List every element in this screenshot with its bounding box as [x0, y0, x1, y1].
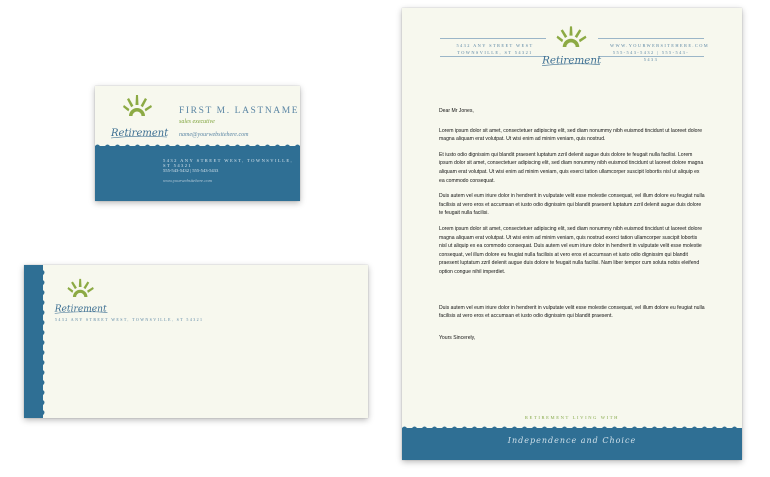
card-name: FIRST M. LASTNAME: [179, 106, 300, 116]
envelope-address: 5432 ANY STREET WEST, TOWNSVILLE, ST 54321: [55, 317, 204, 322]
retirement-logo: [109, 92, 169, 142]
envelope-blue-strip: [24, 265, 43, 418]
card-phones: 555-543-5432 | 555-543-5433: [163, 168, 219, 173]
letter-body: [439, 107, 705, 349]
letter-paragraph: Et iusto odio dignissim qui blandit praesent luptatum zzril delenit augue duis dolore te feugait nulla facilisi. Lorem ipsum dolor sit amet, consectetuer adipiscing elit, sed diam nonummy nibh euismod tincidunt ut laoreet dolore magna aliquam erat volutpat. Ut wisi enim ad minim veniam, quis exerci tation ullamcorper suscipit lobortis nisl ut aliquip ex ea commodo consequat.: [439, 151, 704, 184]
letter-address-line2: TOWNSVILLE, ST 54321: [457, 50, 533, 55]
letter-paragraph: Duis autem vel eum iriure dolor in hendrerit in vulputate velit esse molestie consequat, vel illum dolore eu feugiat nulla facilisis at vero eros et accumsan et iusto odio dignissim qui blandit praesent.: [439, 304, 705, 320]
sun-icon: [123, 95, 152, 116]
letter-greeting: Dear Mr Jones,: [439, 108, 474, 114]
business-card: [95, 86, 300, 201]
envelope: [24, 265, 368, 418]
letter-slogan: Independence and Choice: [507, 436, 637, 445]
letterhead: [402, 8, 742, 460]
card-address: 5432 ANY STREET WEST, TOWNSVILLE, ST 54321: [163, 158, 294, 168]
letter-tagline: RETIREMENT LIVING WITH: [524, 415, 620, 420]
logo-wordmark: Retirement: [542, 54, 602, 67]
card-blue-band: [95, 146, 300, 201]
card-email: name@yourwebsitehere.com: [179, 132, 249, 138]
sun-icon: [67, 279, 93, 297]
header-rule-left: [440, 38, 546, 39]
sun-icon: [557, 26, 587, 47]
card-website: www.yourwebsitehere.com: [163, 178, 212, 183]
letter-website: WWW.YOURWEBSITEHERE.COM: [610, 43, 710, 48]
card-title: sales executive: [179, 119, 215, 125]
letter-paragraph: Lorem ipsum dolor sit amet, consectetuer adipiscing elit, sed diam nonummy nibh euismod tincidunt ut laoreet dolore magna aliquam erat volutpat. Ut wisi enim ad minim veniam, quis nostrud exerci tation ullamcorper suscipit lobortis nisl ut aliquip ex ea commodo consequat. Duis autem vel eum iriure dolor in hendrerit in vulputate velit esse molestie consequat, vel illum dolore eu feugiat nulla facilisis at vero eros et accumsan et iusto odio dignissim qui blandit praesent luptatum zzril delenit augue duis dolore te feugait nulla facilisi. Nam liber tempor cum soluta nobis eleifend option congue nihil imperdiet.: [439, 225, 703, 275]
retirement-logo: [540, 24, 602, 70]
letter-paragraph: Lorem ipsum dolor sit amet, consectetuer adipiscing elit, sed diam nonummy nibh euismod tincidunt ut laoreet dolore magna aliquam erat volutpat. Ut wisi enim ad minim veniam, quis nostrud.: [439, 127, 703, 143]
letter-phones: 555-543-5432 | 555-543-5433: [612, 50, 690, 62]
logo-wordmark: Retirement: [54, 304, 107, 315]
letter-address: [454, 42, 536, 56]
header-rule-right: [598, 38, 704, 39]
letter-address-line1: 5432 ANY STREET WEST: [456, 43, 534, 48]
letter-paragraph: Duis autem vel eum iriure dolor in hendrerit in vulputate velit esse molestie consequat, vel illum dolore eu feugiat nulla facilisis at vero eros et accumsan et iusto odio dignissim qui blandit praesent luptatum zzril delenit augue duis dolore te feugait nulla facilisi.: [439, 193, 705, 217]
letter-contact: [610, 42, 710, 63]
logo-wordmark: Retirement: [111, 128, 169, 139]
retirement-logo: [54, 277, 110, 317]
letter-closing: Yours Sincerely,: [439, 334, 476, 341]
header-rule-left-bottom: [440, 56, 546, 57]
